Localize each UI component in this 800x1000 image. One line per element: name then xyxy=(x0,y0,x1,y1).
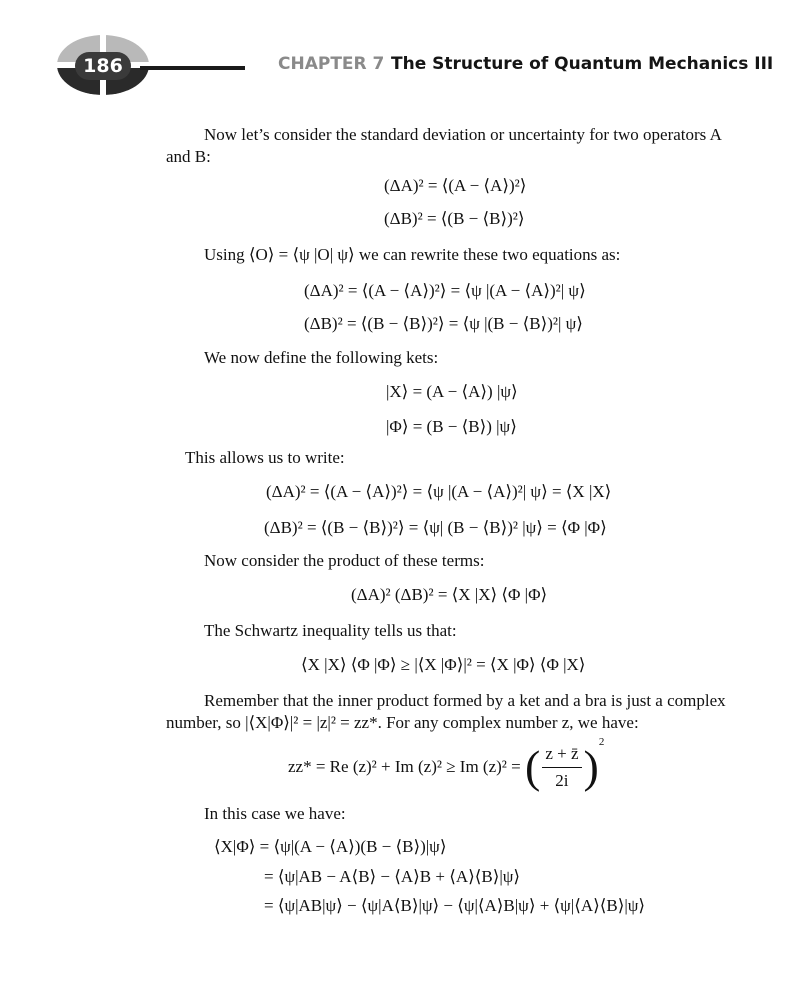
equation-delta-a-expanded: (ΔA)² = ⟨(A − ⟨A⟩)²⟩ = ⟨ψ |(A − ⟨A⟩)²| ψ⟩ xyxy=(304,281,586,300)
left-paren: ( xyxy=(524,741,541,793)
equation-delta-b: (ΔB)² = ⟨(B − ⟨B⟩)²⟩ xyxy=(384,209,525,228)
exponent: 2 xyxy=(598,736,605,748)
fraction xyxy=(540,743,583,792)
paragraph-schwartz: The Schwartz inequality tells us that: xyxy=(204,621,457,640)
equation-left-side: zz* = Re (z)² + Im (z)² ≥ Im (z)² = xyxy=(288,757,521,777)
paragraph-line: Remember that the inner product formed by a ket and a bra is just a complex xyxy=(204,691,726,710)
chapter-title: The Structure of Quantum Mechanics III xyxy=(391,54,774,74)
equation-inner-product-line1: ⟨X|Φ⟩ = ⟨ψ|(A − ⟨A⟩)(B − ⟨B⟩)|ψ⟩ xyxy=(214,837,447,856)
equation-delta-b-expanded: (ΔB)² = ⟨(B − ⟨B⟩)²⟩ = ⟨ψ |(B − ⟨B⟩)²| ψ⟩ xyxy=(304,314,583,333)
equation-delta-a-ket: (ΔA)² = ⟨(A − ⟨A⟩)²⟩ = ⟨ψ |(A − ⟨A⟩)²| ψ⟩ = ⟨X |X⟩ xyxy=(266,482,612,501)
equation-ket-x: |X⟩ = (A − ⟨A⟩) |ψ⟩ xyxy=(386,382,518,401)
equation-delta-b-ket: (ΔB)² = ⟨(B − ⟨B⟩)²⟩ = ⟨ψ| (B − ⟨B⟩)² |ψ⟩ = ⟨Φ |Φ⟩ xyxy=(264,518,607,537)
page-number: 186 xyxy=(75,52,131,80)
equation-schwartz-inequality: ⟨X |X⟩ ⟨Φ |Φ⟩ ≥ |⟨X |Φ⟩|² = ⟨X |Φ⟩ ⟨Φ |X⟩ xyxy=(301,655,586,674)
paragraph-this-case: In this case we have: xyxy=(204,804,346,823)
paragraph-inner-product xyxy=(166,690,743,734)
equation-complex-inequality xyxy=(288,736,605,793)
equation-inner-product-line2: = ⟨ψ|AB − A⟨B⟩ − ⟨A⟩B + ⟨A⟩⟨B⟩|ψ⟩ xyxy=(264,867,521,886)
equation-inner-product-line3: = ⟨ψ|AB|ψ⟩ − ⟨ψ|A⟨B⟩|ψ⟩ − ⟨ψ|⟨A⟩B|ψ⟩ + ⟨ψ|⟨A⟩⟨B⟩|ψ⟩ xyxy=(264,896,646,915)
paragraph-line: number, so |⟨X|Φ⟩|² = |z|² = zz*. For any complex number z, we have: xyxy=(166,713,639,732)
fraction-numerator: z + z̄ xyxy=(542,743,581,768)
paragraph-line: Now let’s consider the standard deviation or uncertainty for two operators A xyxy=(204,125,722,144)
running-header xyxy=(0,0,800,110)
equation-ket-phi: |Φ⟩ = (B − ⟨B⟩) |ψ⟩ xyxy=(386,417,517,436)
equation-delta-a: (ΔA)² = ⟨(A − ⟨A⟩)²⟩ xyxy=(384,176,527,195)
chapter-label: CHAPTER 7 xyxy=(278,54,385,74)
right-paren: ) xyxy=(583,741,599,793)
equation-product: (ΔA)² (ΔB)² = ⟨X |X⟩ ⟨Φ |Φ⟩ xyxy=(351,585,548,604)
paragraph-using: Using ⟨O⟩ = ⟨ψ |O| ψ⟩ we can rewrite these two equations as: xyxy=(204,245,621,264)
header-rule xyxy=(140,66,245,70)
paragraph-product: Now consider the product of these terms: xyxy=(204,551,485,570)
paragraph-allows: This allows us to write: xyxy=(185,448,345,467)
paragraph-intro xyxy=(166,124,743,168)
paragraph-define-kets: We now define the following kets: xyxy=(204,348,439,367)
paragraph-line: and B: xyxy=(166,147,211,166)
fraction-denominator: 2i xyxy=(555,770,569,790)
